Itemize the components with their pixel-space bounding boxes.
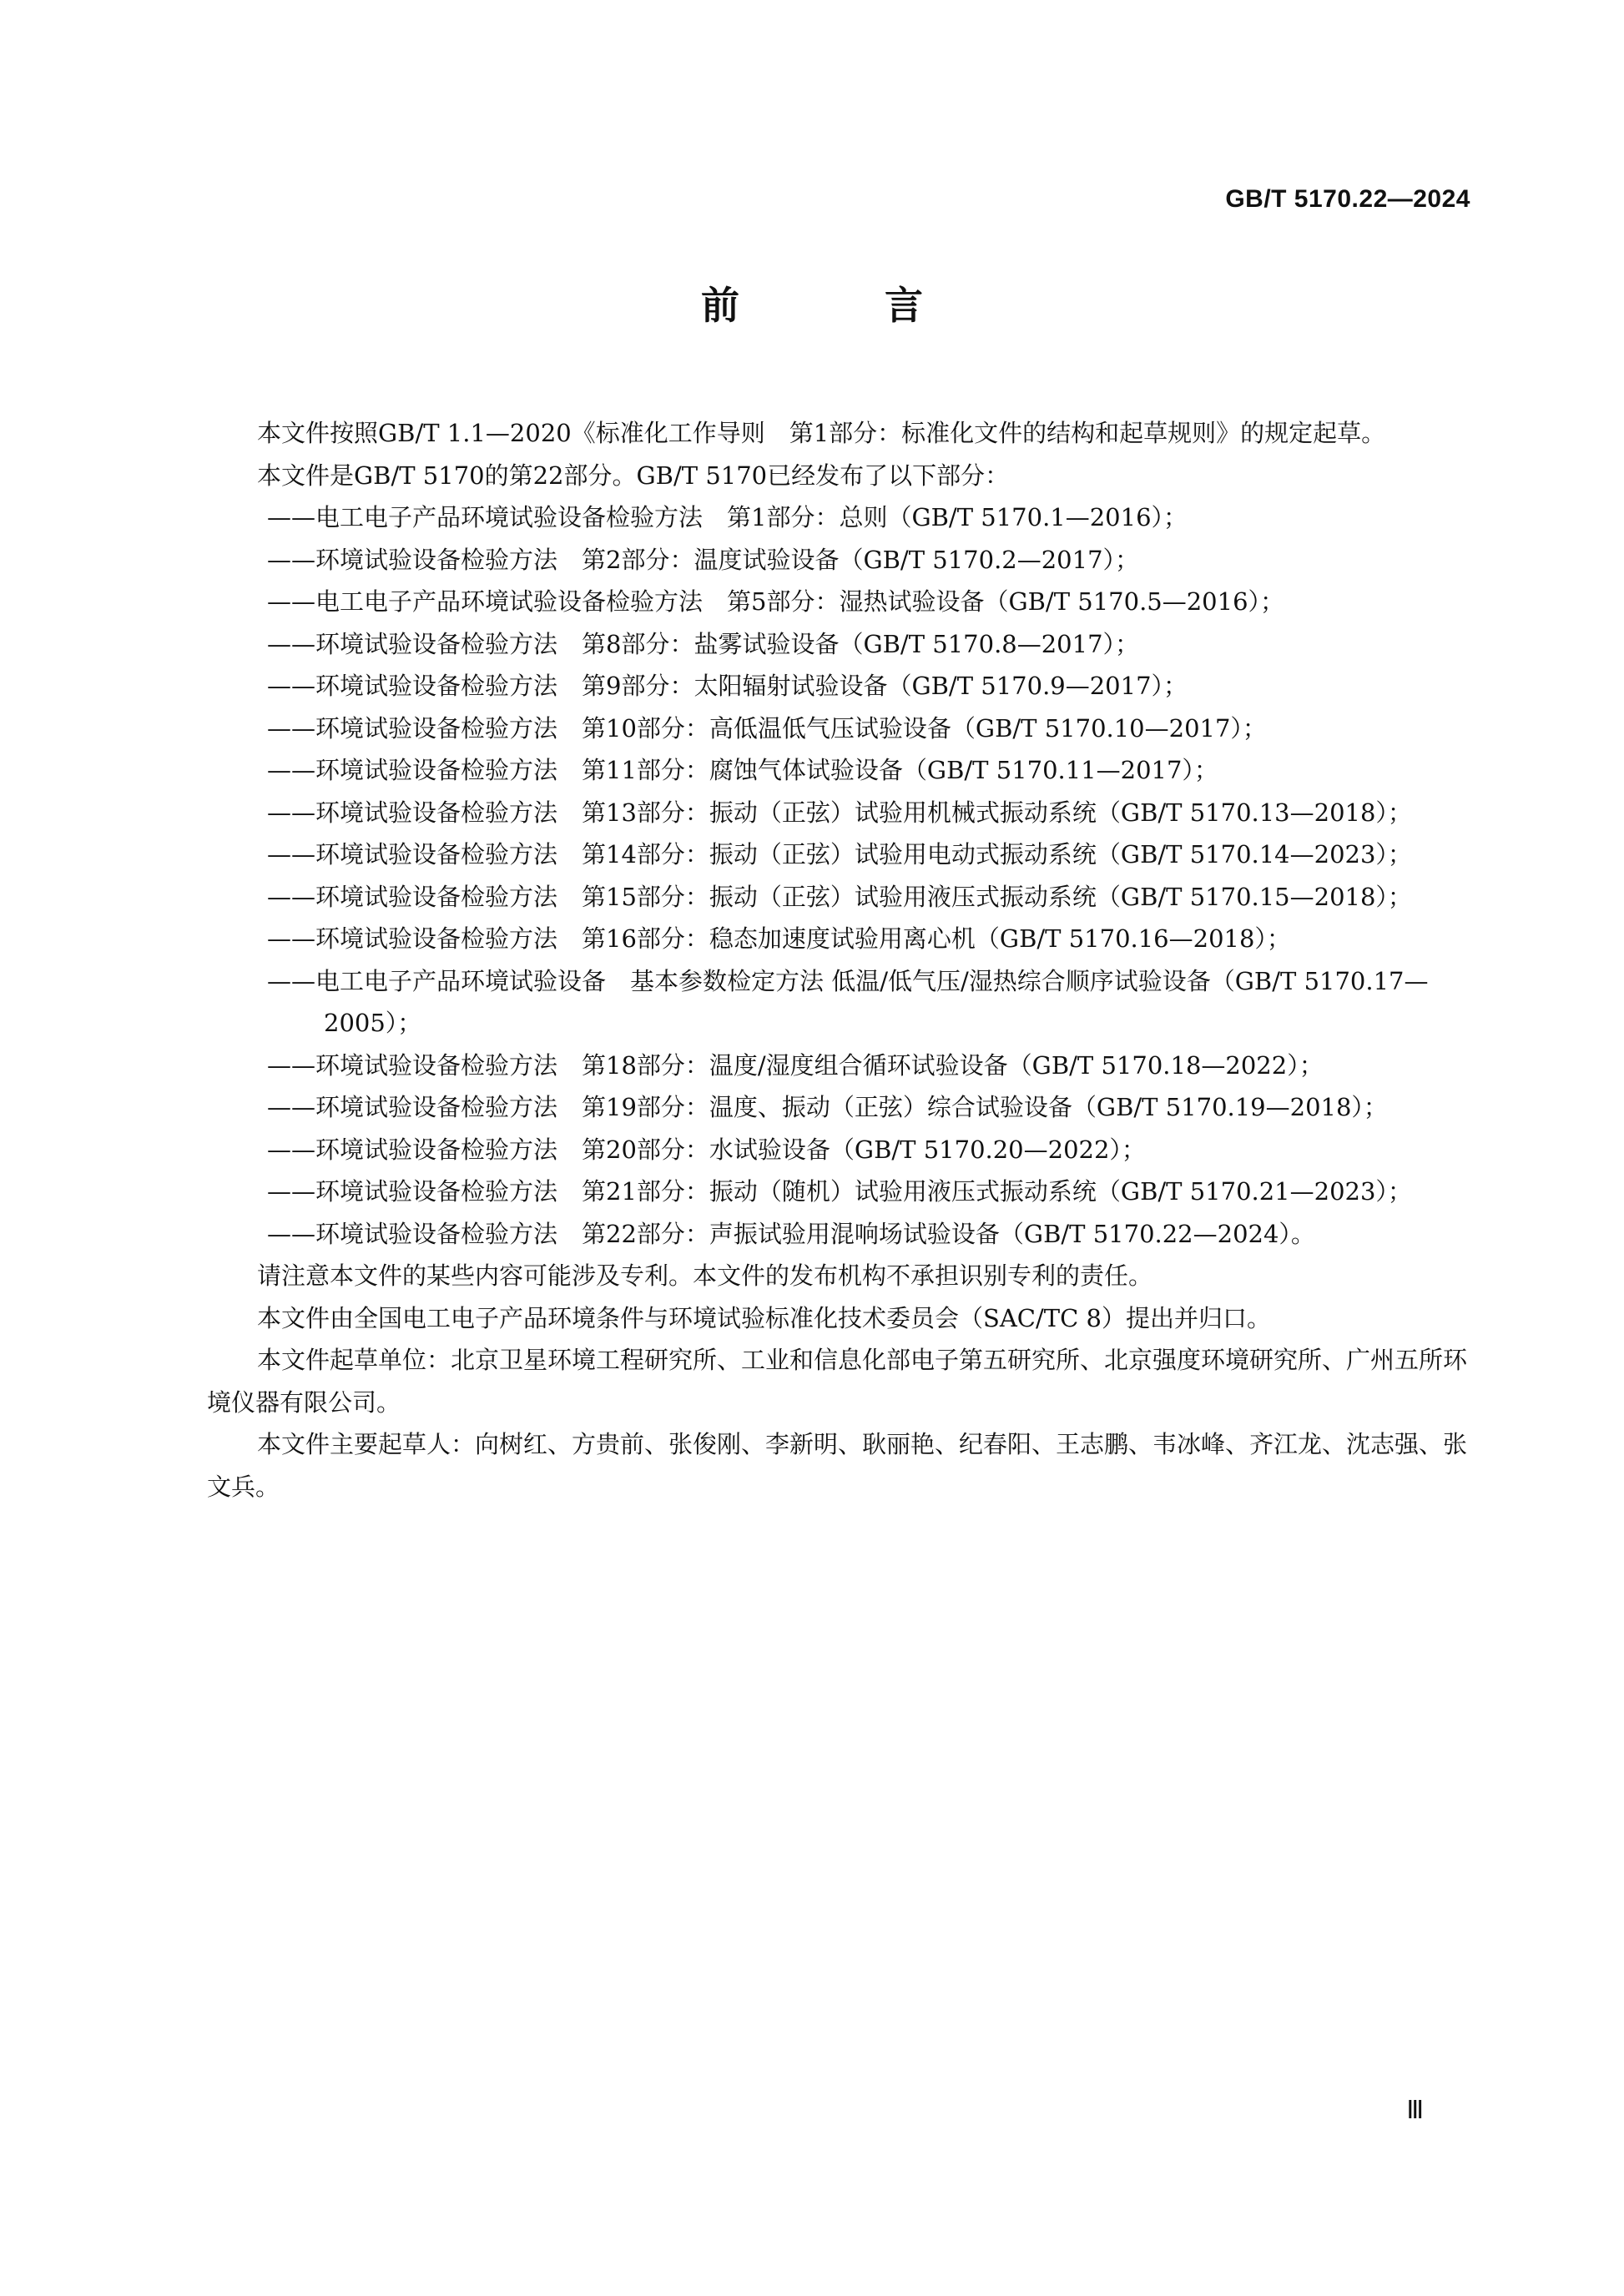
- list-item: ——环境试验设备检验方法 第13部分：振动（正弦）试验用机械式振动系统（GB/T 5170.13—2018）；: [267, 798, 1412, 827]
- part-statement-paragraph: 本文件是GB/T 5170的第22部分。GB/T 5170已经发布了以下部分：: [257, 461, 1010, 490]
- list-item: ——环境试验设备检验方法 第2部分：温度试验设备（GB/T 5170.2—2017）；: [267, 545, 1140, 574]
- drafters-paragraph: 本文件主要起草人：向树红、方贵前、张俊刚、李新明、耿丽艳、纪春阳、王志鹏、韦冰峰、齐江龙、沈志强、张文兵。: [207, 1430, 1468, 1501]
- list-item: ——环境试验设备检验方法 第21部分：振动（随机）试验用液压式振动系统（GB/T 5170.21—2023）；: [267, 1177, 1412, 1206]
- drafting-rule-paragraph: 本文件按照GB/T 1.1—2020《标准化工作导则 第1部分：标准化文件的结构和起草规则》的规定起草。: [257, 419, 1386, 447]
- page-title: 前 言: [701, 283, 976, 328]
- list-item: ——环境试验设备检验方法 第14部分：振动（正弦）试验用电动式振动系统（GB/T 5170.14—2023）；: [267, 840, 1412, 869]
- list-item: ——环境试验设备检验方法 第16部分：稳态加速度试验用离心机（GB/T 5170.16—2018）；: [267, 924, 1291, 953]
- page-number: Ⅲ: [1406, 2097, 1424, 2124]
- list-item: ——环境试验设备检验方法 第8部分：盐雾试验设备（GB/T 5170.8—2017）；: [267, 629, 1140, 658]
- list-item: ——环境试验设备检验方法 第15部分：振动（正弦）试验用液压式振动系统（GB/T 5170.15—2018）；: [267, 882, 1412, 911]
- foreword-body: [207, 412, 1469, 1508]
- list-item: ——环境试验设备检验方法 第10部分：高低温低气压试验设备（GB/T 5170.10—2017）；: [267, 713, 1267, 743]
- list-item: ——环境试验设备检验方法 第18部分：温度/湿度组合循环试验设备（GB/T 5170.18—2022）；: [267, 1050, 1324, 1080]
- list-item: ——环境试验设备检验方法 第9部分：太阳辐射试验设备（GB/T 5170.9—2017）；: [267, 672, 1188, 700]
- drafting-units-paragraph: 本文件起草单位：北京卫星环境工程研究所、工业和信息化部电子第五研究所、北京强度环境研究所、广州五所环境仪器有限公司。: [207, 1346, 1468, 1417]
- list-item: ——电工电子产品环境试验设备检验方法 第1部分：总则（GB/T 5170.1—2016）；: [267, 503, 1188, 531]
- list-item: ——环境试验设备检验方法 第20部分：水试验设备（GB/T 5170.20—2022）；: [267, 1135, 1146, 1164]
- list-item: ——环境试验设备检验方法 第11部分：腐蚀气体试验设备（GB/T 5170.11—2017）；: [267, 756, 1218, 784]
- proposed-by-paragraph: 本文件由全国电工电子产品环境条件与环境试验标准化技术委员会（SAC/TC 8）提出并归口。: [257, 1303, 1271, 1332]
- standard-number: GB/T 5170.22—2024: [1225, 185, 1470, 213]
- list-item: ——电工电子产品环境试验设备检验方法 第5部分：湿热试验设备（GB/T 5170.5—2016）；: [267, 587, 1285, 616]
- patent-notice-paragraph: 请注意本文件的某些内容可能涉及专利。本文件的发布机构不承担识别专利的责任。: [257, 1261, 1153, 1290]
- list-item: ——环境试验设备检验方法 第22部分：声振试验用混响场试验设备（GB/T 5170.22—2024）。: [267, 1219, 1315, 1248]
- list-item: ——电工电子产品环境试验设备 基本参数检定方法 低温/低气压/湿热综合顺序试验设备（GB/T 5170.17—2005）；: [267, 966, 1429, 1037]
- published-parts-list: [207, 496, 1469, 1255]
- list-item: ——环境试验设备检验方法 第19部分：温度、振动（正弦）综合试验设备（GB/T 5170.19—2018）；: [267, 1093, 1388, 1121]
